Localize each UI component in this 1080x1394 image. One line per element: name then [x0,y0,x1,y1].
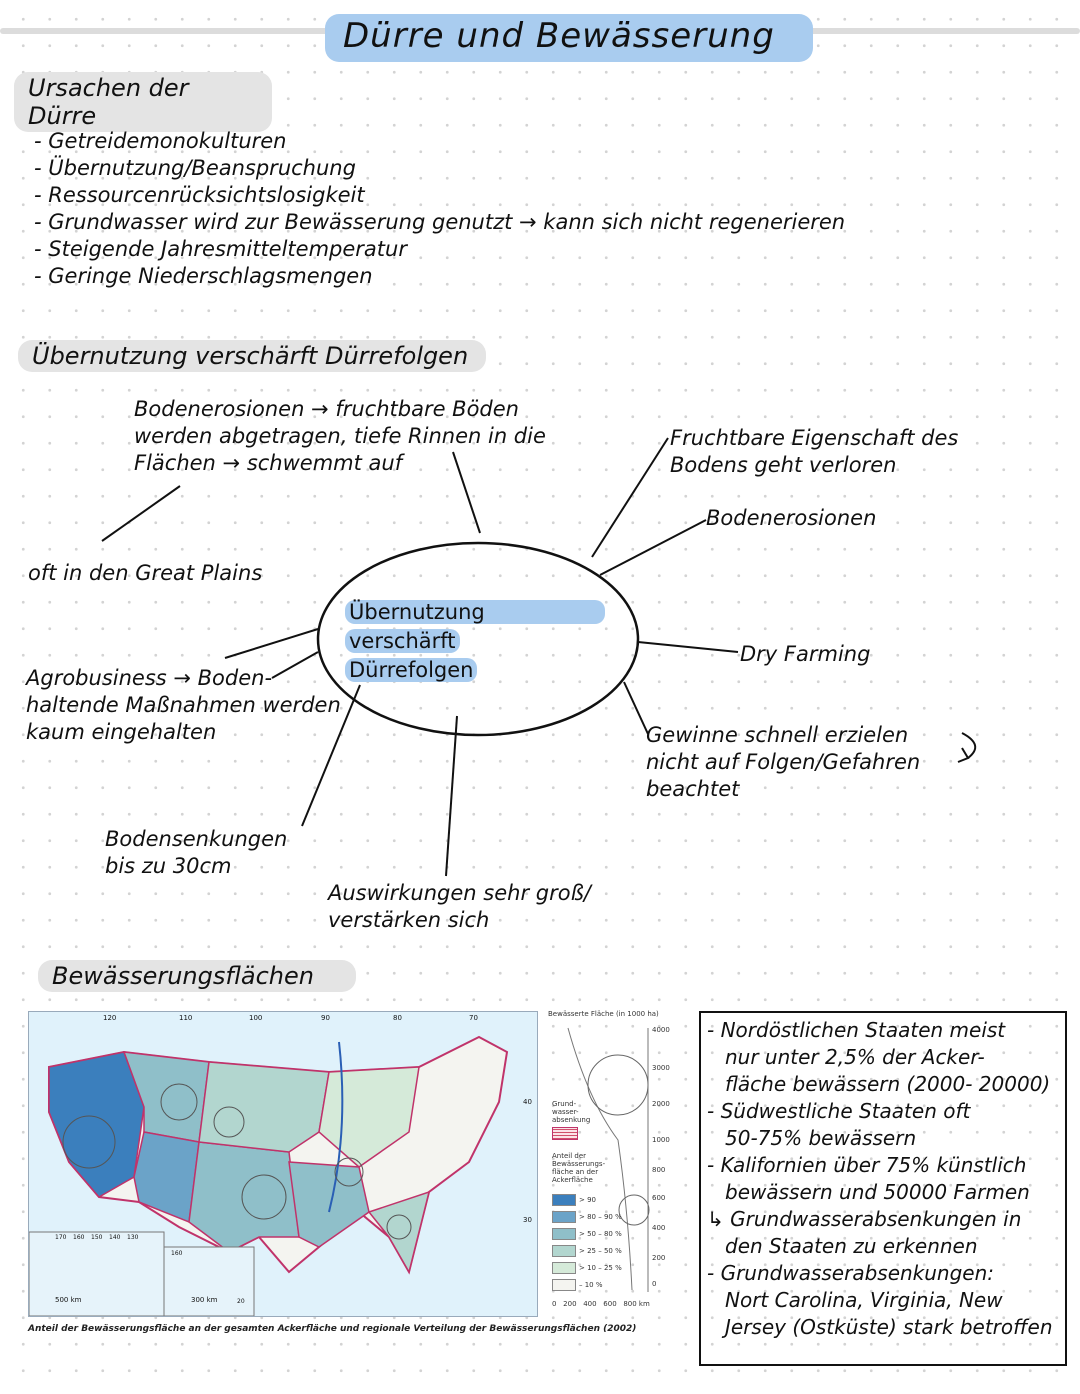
map-caption: Anteil der Bewässerungsfläche an der gesamten Ackerfläche und regionale Verteilung der Bewässerungsflächen (2002) [28,1324,637,1334]
note-line: den Staaten zu erkennen [725,1234,978,1258]
list-item: - Steigende Jahresmitteltemperatur [34,237,407,261]
legend-class: > 25 – 50 % [552,1243,622,1260]
map-tick: 170 [55,1234,67,1241]
legend-scale-label: 400 [652,1224,666,1232]
map-tick: 110 [179,1014,193,1022]
legend-groundwater: Grund- wasser- absenkung [552,1100,590,1140]
legend-swatch [552,1262,576,1274]
map-tick: 70 [469,1014,478,1022]
legend-class: > 90 [552,1192,622,1209]
note-line: bewässern und 50000 Farmen [725,1180,1030,1204]
note-line: - Kalifornien über 75% künstlich [707,1153,1027,1177]
legend-distance-axis: 0 200 400 600 800 km [552,1300,650,1308]
page-title: Dürre und Bewässerung [325,14,813,62]
note-line: 50-75% bewässern [725,1126,917,1150]
legend-swatch [552,1194,576,1206]
mindmap-center-line: Übernutzung [345,598,605,627]
list-item: - Ressourcenrücksichtslosigkeit [34,183,365,207]
map-tick: 30 [523,1216,532,1224]
map-tick: 20 [237,1298,245,1305]
section-heading-overuse: Übernutzung verschärft Dürrefolgen [18,340,486,372]
list-item: - Getreidemonokulturen [34,129,287,153]
branch-dry-farming: Dry Farming [740,642,871,666]
map-tick: 140 [109,1234,121,1241]
mindmap-center-line: verschärft [345,627,605,656]
list-item: - Grundwasser wird zur Bewässerung genutzt → kann sich nicht regenerieren [34,210,846,234]
branch-agrobusiness: Agrobusiness → Boden- haltende Maßnahmen werden kaum eingehalten [26,666,341,744]
branch-subsidence: Bodensenkungen bis zu 30cm [105,827,288,878]
note-line: - Südwestliche Staaten oft [707,1099,971,1123]
map-tick: 160 [171,1250,183,1257]
map-tick: 120 [103,1014,117,1022]
mindmap-center [345,598,605,685]
groundwater-swatch [552,1127,578,1140]
legend-swatch [552,1228,576,1240]
note-line: Nort Carolina, Virginia, New [725,1288,1003,1312]
map-tick: 100 [249,1014,263,1022]
map-scale-inset: 300 km [191,1296,218,1304]
legend-scale-label: 2000 [652,1100,670,1108]
section-heading-irrigation: Bewässerungsflächen [38,960,356,992]
branch-profit: Gewinne schnell erzielen nicht auf Folgen/Gefahren beachtet [646,723,921,801]
branch-erosion: Bodenerosionen [706,506,877,530]
map-legend [548,1010,670,1310]
legend-class: > 10 – 25 % [552,1260,622,1277]
legend-scale-label: 0 [652,1280,657,1288]
note-line: nur unter 2,5% der Acker- [725,1045,985,1069]
map-tick: 80 [393,1014,402,1022]
section-heading-causes: Ursachen der Dürre [14,72,272,132]
legend-scale-label: 3000 [652,1064,670,1072]
legend-scale-label: 1000 [652,1136,670,1144]
legend-swatch [552,1245,576,1257]
note-line: Jersey (Ostküste) stark betroffen [725,1315,1053,1339]
note-line: - Nordöstlichen Staaten meist [707,1018,1006,1042]
note-line: fläche bewässern (2000- 20000) [725,1072,1051,1096]
legend-class: > 50 – 80 % [552,1226,622,1243]
mindmap-center-line: Dürrefolgen [345,656,605,685]
legend-scale-label: 600 [652,1194,666,1202]
legend-scale-label: 800 [652,1166,666,1174]
map-tick: 40 [523,1098,532,1106]
map-tick: 150 [91,1234,103,1241]
legend-swatch [552,1279,576,1291]
legend-class: > 80 – 90 % [552,1209,622,1226]
irrigation-map [28,1011,538,1317]
map-scale-main: 500 km [55,1296,82,1304]
legend-scale-label: 200 [652,1254,666,1262]
branch-fertility: Fruchtbare Eigenschaft des Bodens geht verloren [670,426,959,477]
legend-share: Anteil der Bewässerungs- fläche an der Ackerfläche [552,1152,606,1184]
legend-classes [552,1192,622,1294]
note-line: - Grundwasserabsenkungen: [707,1261,995,1285]
map-tick: 160 [73,1234,85,1241]
legend-swatch [552,1211,576,1223]
legend-class: – 10 % [552,1277,622,1294]
legend-scale-label: 4000 [652,1026,670,1034]
branch-effects: Auswirkungen sehr groß/ verstärken sich [328,881,591,932]
map-tick: 90 [321,1014,330,1022]
list-item: - Übernutzung/Beanspruchung [34,156,356,180]
usa-map-graphic [29,1012,537,1316]
list-item: - Geringe Niederschlagsmengen [34,264,373,288]
note-line: ↳ Grundwasserabsenkungen in [707,1207,1022,1231]
branch-erosion-fields: Bodenerosionen → fruchtbare Böden werden abgetragen, tiefe Rinnen in die Flächen → schwemmt auf [134,397,546,475]
legend-title: Bewässerte Fläche (in 1000 ha) [548,1010,659,1018]
map-tick: 130 [127,1234,139,1241]
branch-great-plains: oft in den Great Plains [28,561,263,585]
irrigation-notes-box [699,1011,1067,1366]
